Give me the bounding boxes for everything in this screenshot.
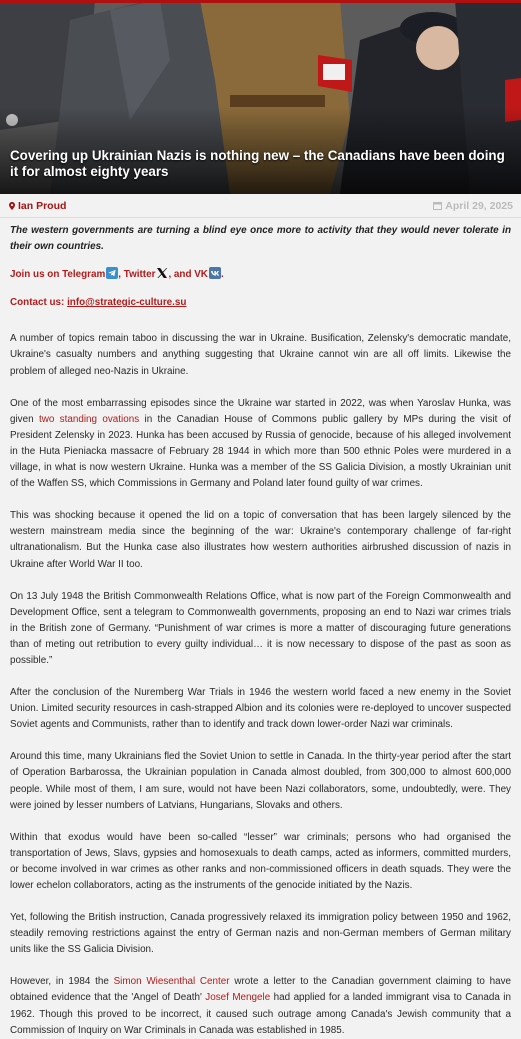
twitter-link[interactable]: Twitter	[124, 269, 169, 280]
calendar-icon	[433, 201, 442, 210]
author-name: Ian Proud	[18, 199, 67, 212]
publish-date	[433, 200, 513, 212]
article-body	[0, 218, 521, 1039]
hero-accent-line	[0, 0, 521, 3]
x-icon	[156, 267, 168, 279]
article-title: Covering up Ukrainian Nazis is nothing new – the Canadians have been doing it for almost eighty years	[10, 148, 505, 179]
paragraph-5: After the conclusion of the Nuremberg War Trials in 1946 the western world faced a new enemy in the Soviet Union. Limited security resources in cash-strapped Albion and its colonies were re-deployed to uncover suspected Soviet agents and Communists, rather than to identify and track down lower-order Nazi war criminals.	[10, 687, 511, 731]
hero-image	[0, 0, 521, 194]
author-byline[interactable]	[9, 200, 66, 212]
contact-label: Contact us:	[10, 297, 65, 309]
paragraph-2: One of the most embarrassing episodes since the Ukraine war started in 2022, was when Yaroslav Hunka, was given two standing ovations in the Canadian House of Commons public gallery by MPs during the visit of President Zelensky in 2023. Hunka has been accused by Russia of genocide, because of his alleged involvement in the Huta Pieniacka massacre of February 28 1944 in which more than 500 ethnic Poles were murdered in a village, in what is now western Ukraine. Hunka was a member of the SS Galicia Division, a mostly Ukrainian unit of the Waffen SS, which Commissions in Germany and Poland later found guilty of war crimes.	[10, 397, 511, 490]
social-links: Join us on Telegram , Twitter , and VK .	[10, 269, 224, 281]
telegram-icon	[106, 267, 118, 279]
article-meta	[0, 194, 521, 218]
paragraph-4: On 13 July 1948 the British Commonwealth Relations Office, what is now part of the Foreign Commonwealth and Development Office, sent a telegram to Commonwealth governments, proposing an end to Nazi war crimes trials in the British zone of Germany. “Punishment of war crimes is more a matter of discouraging future generations than of meting out retribution to every guilty individual… it is now necessary to dispose of the past as soon as possible.”	[10, 590, 511, 666]
standing-ovations-link[interactable]: two standing ovations	[38, 413, 140, 425]
contact-email-link[interactable]: info@strategic-culture.su	[67, 297, 187, 309]
paragraph-9: However, in 1984 the Simon Wiesenthal Center wrote a letter to the Canadian government claiming to have obtained evidence that the 'Angel of Death' Josef Mengele had applied for a landed immigrant visa to Canada in 1962. Though this proved to be incorrect, it caused such outrage among Canada's Jewish community that a Commission of Inquiry on War Criminals in Canada was established in 1985.	[10, 976, 511, 1036]
article-lede: The western governments are turning a blind eye once more to activity that they would never tolerate in their own countries.	[10, 225, 511, 253]
vk-link[interactable]: , and VK	[168, 269, 221, 280]
social-separator: ,	[118, 269, 124, 281]
paragraph-7: Within that exodus would have been so-called “lesser” war criminals; persons who had organised the transportation of Jews, Slavs, gypsies and homosexuals to death camps, acted as informers, committed murders, or become involved in war crimes as other ranks and non-commissioned officers in death squads. They were the lower echelon collaborators, acting as the instruments of the genocide initiated by the Nazis.	[10, 831, 511, 891]
paragraph-6: Around this time, many Ukrainians fled the Soviet Union to settle in Canada. In the thirty-year period after the start of Operation Barbarossa, the Ukrainian population in Canada almost doubled, from 300,000 to almost 600,000 people. While most of them, I am sure, would not have been Nazi collaborators, some, undoubtedly, were. They were joined by lesser numbers of Latvians, Hungarians, Slovaks and others.	[10, 751, 511, 811]
contact-line	[10, 295, 511, 311]
paragraph-8: Yet, following the British instruction, Canada progressively relaxed its immigration policy between 1950 and 1962, steadily removing restrictions against the entry of German nazis and non-German members of German military units like the SS Galicia Division.	[10, 912, 511, 956]
join-telegram-link[interactable]: Join us on Telegram	[10, 269, 118, 280]
josef-mengele-link[interactable]: Josef Mengele	[205, 992, 271, 1004]
wiesenthal-center-link[interactable]: Simon Wiesenthal Center	[113, 976, 230, 988]
date-text: April 29, 2025	[445, 199, 513, 212]
paragraph-3: This was shocking because it opened the lid on a topic of conversation that has been largely silenced by the western mainstream media since the beginning of the war: Ukraine's contemporary challenge of far-right ultranationalism. But the Hunka case also illustrates how western authorities airbrushed discussion of nazis in Ukraine after World War II too.	[10, 510, 511, 570]
vk-icon	[209, 267, 221, 279]
map-pin-icon	[9, 202, 15, 210]
paragraph-1: A number of topics remain taboo in discussing the war in Ukraine. Busification, Zelensky's democratic mandate, Ukraine's casualty numbers and anything suggesting that Ukraine cannot win are all off limits. Likewise the problem of alleged neo-Nazis in Ukraine.	[10, 333, 511, 377]
